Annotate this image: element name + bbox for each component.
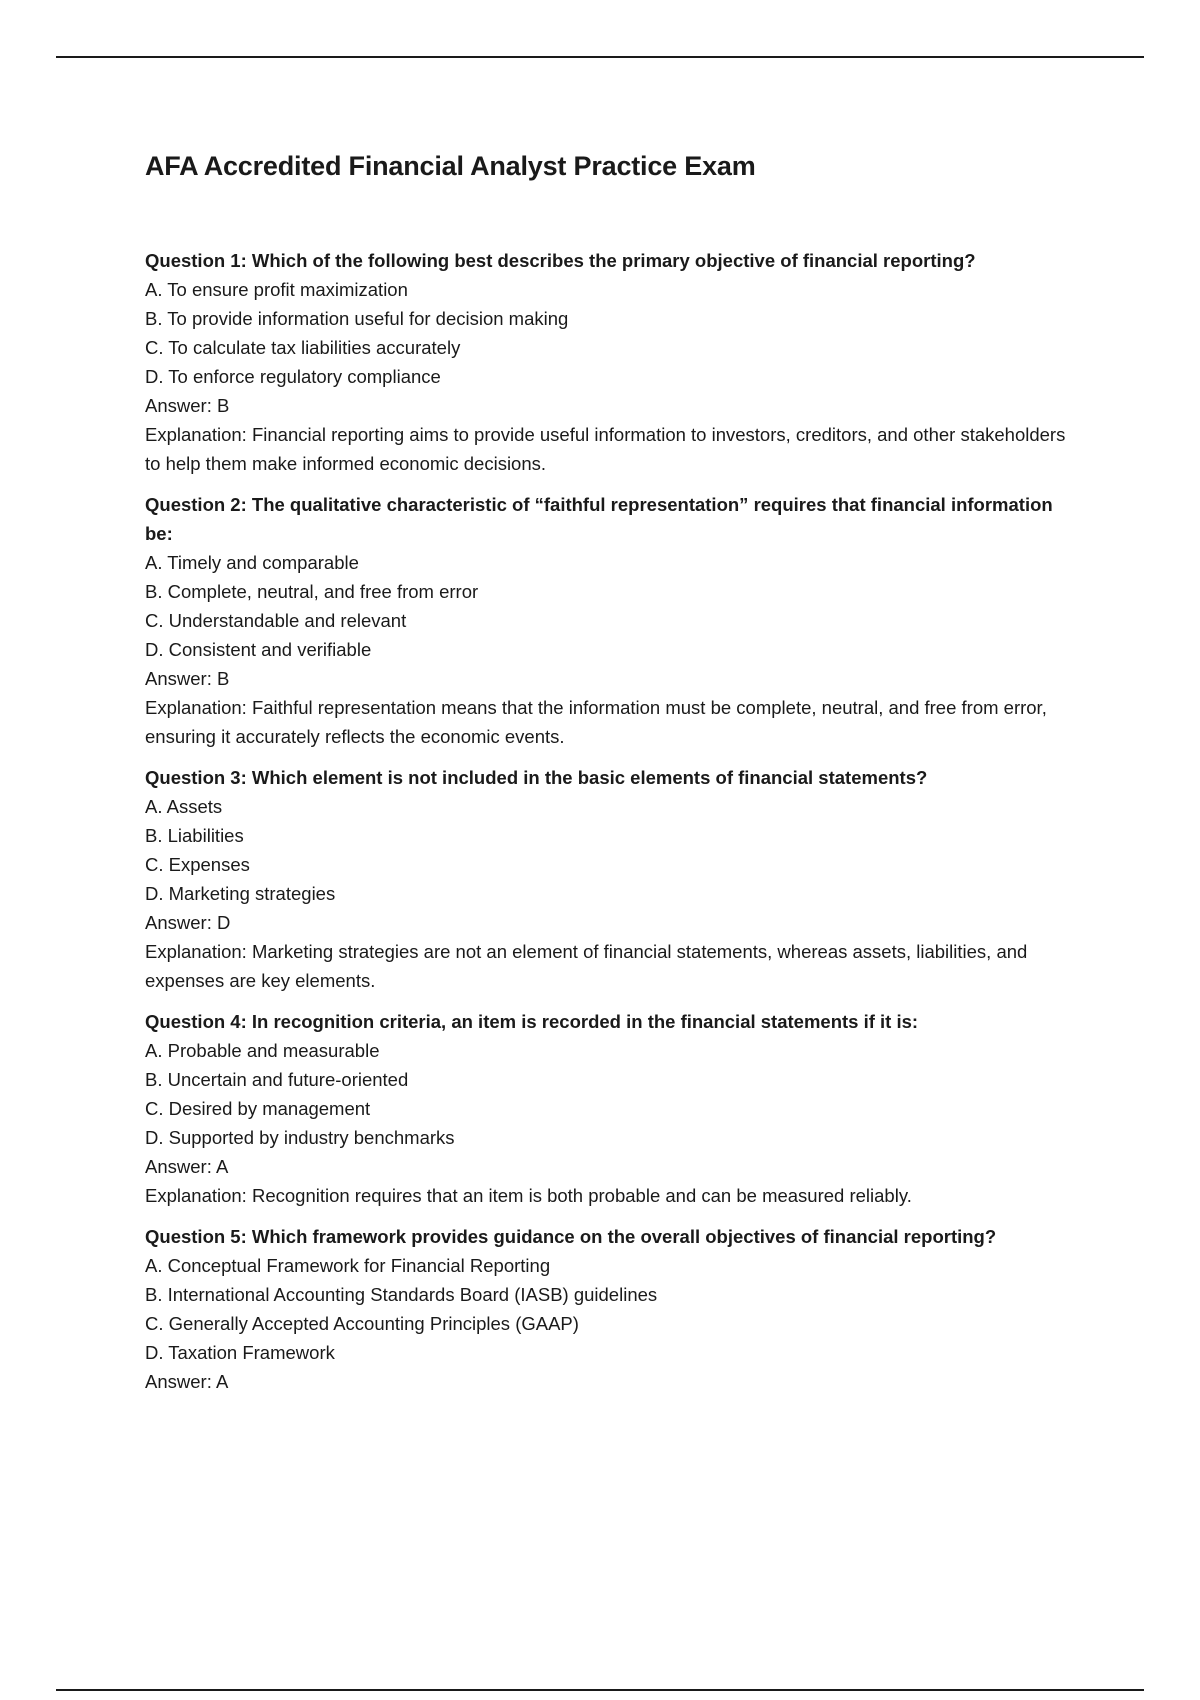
option-c: C. Generally Accepted Accounting Principles (GAAP) bbox=[145, 1313, 579, 1334]
option-d: D. Consistent and verifiable bbox=[145, 639, 372, 660]
option-a: A. Conceptual Framework for Financial Reporting bbox=[145, 1255, 551, 1276]
top-divider bbox=[56, 56, 1144, 58]
explanation: Explanation: Marketing strategies are not an element of financial statements, whereas assets, liabilities, and expenses are key elements. bbox=[145, 941, 1028, 991]
option-c: C. Desired by management bbox=[145, 1098, 371, 1119]
answer: Answer: A bbox=[145, 1371, 229, 1392]
option-d: D. Supported by industry benchmarks bbox=[145, 1127, 455, 1148]
answer: Answer: D bbox=[145, 912, 231, 933]
option-b: B. International Accounting Standards Board (IASB) guidelines bbox=[145, 1284, 658, 1305]
question-text: Question 3: Which element is not included in the basic elements of financial statements? bbox=[145, 767, 928, 788]
option-a: A. Timely and comparable bbox=[145, 552, 359, 573]
option-c: C. Understandable and relevant bbox=[145, 610, 407, 631]
option-d: D. Marketing strategies bbox=[145, 883, 336, 904]
option-list bbox=[145, 275, 1085, 391]
option-c: C. To calculate tax liabilities accurately bbox=[145, 337, 461, 358]
explanation: Explanation: Faithful representation means that the information must be complete, neutral, and free from error, ensuring it accurately reflects the economic events. bbox=[145, 697, 1047, 747]
answer: Answer: A bbox=[145, 1156, 229, 1177]
option-b: B. Uncertain and future-oriented bbox=[145, 1069, 409, 1090]
question-text: Question 5: Which framework provides guidance on the overall objectives of financial reporting? bbox=[145, 1226, 997, 1247]
option-list bbox=[145, 1036, 1085, 1152]
explanation: Explanation: Financial reporting aims to provide useful information to investors, creditors, and other stakeholders to help them make informed economic decisions. bbox=[145, 424, 1066, 474]
question-text: Question 2: The qualitative characteristic of “faithful representation” requires that financial information be: bbox=[145, 494, 1053, 544]
explanation: Explanation: Recognition requires that an item is both probable and can be measured reliably. bbox=[145, 1185, 912, 1206]
question-3 bbox=[145, 763, 1085, 995]
answer: Answer: B bbox=[145, 395, 230, 416]
option-a: A. To ensure profit maximization bbox=[145, 279, 408, 300]
option-a: A. Probable and measurable bbox=[145, 1040, 380, 1061]
option-d: D. To enforce regulatory compliance bbox=[145, 366, 441, 387]
option-d: D. Taxation Framework bbox=[145, 1342, 335, 1363]
option-list bbox=[145, 792, 1085, 908]
question-text: Question 4: In recognition criteria, an item is recorded in the financial statements if it is: bbox=[145, 1011, 919, 1032]
answer: Answer: B bbox=[145, 668, 230, 689]
question-1 bbox=[145, 246, 1085, 478]
option-a: A. Assets bbox=[145, 796, 223, 817]
question-2 bbox=[145, 490, 1085, 751]
option-list bbox=[145, 548, 1085, 664]
document-title: AFA Accredited Financial Analyst Practice Exam bbox=[145, 151, 756, 181]
option-b: B. Complete, neutral, and free from error bbox=[145, 581, 479, 602]
question-text: Question 1: Which of the following best describes the primary objective of financial reporting? bbox=[145, 250, 976, 271]
bottom-divider bbox=[56, 1689, 1144, 1691]
option-b: B. To provide information useful for decision making bbox=[145, 308, 569, 329]
question-list bbox=[145, 246, 1085, 1396]
question-5 bbox=[145, 1222, 1085, 1396]
option-b: B. Liabilities bbox=[145, 825, 244, 846]
option-list bbox=[145, 1251, 1085, 1367]
exam-document bbox=[145, 142, 1085, 1408]
option-c: C. Expenses bbox=[145, 854, 250, 875]
question-4 bbox=[145, 1007, 1085, 1210]
